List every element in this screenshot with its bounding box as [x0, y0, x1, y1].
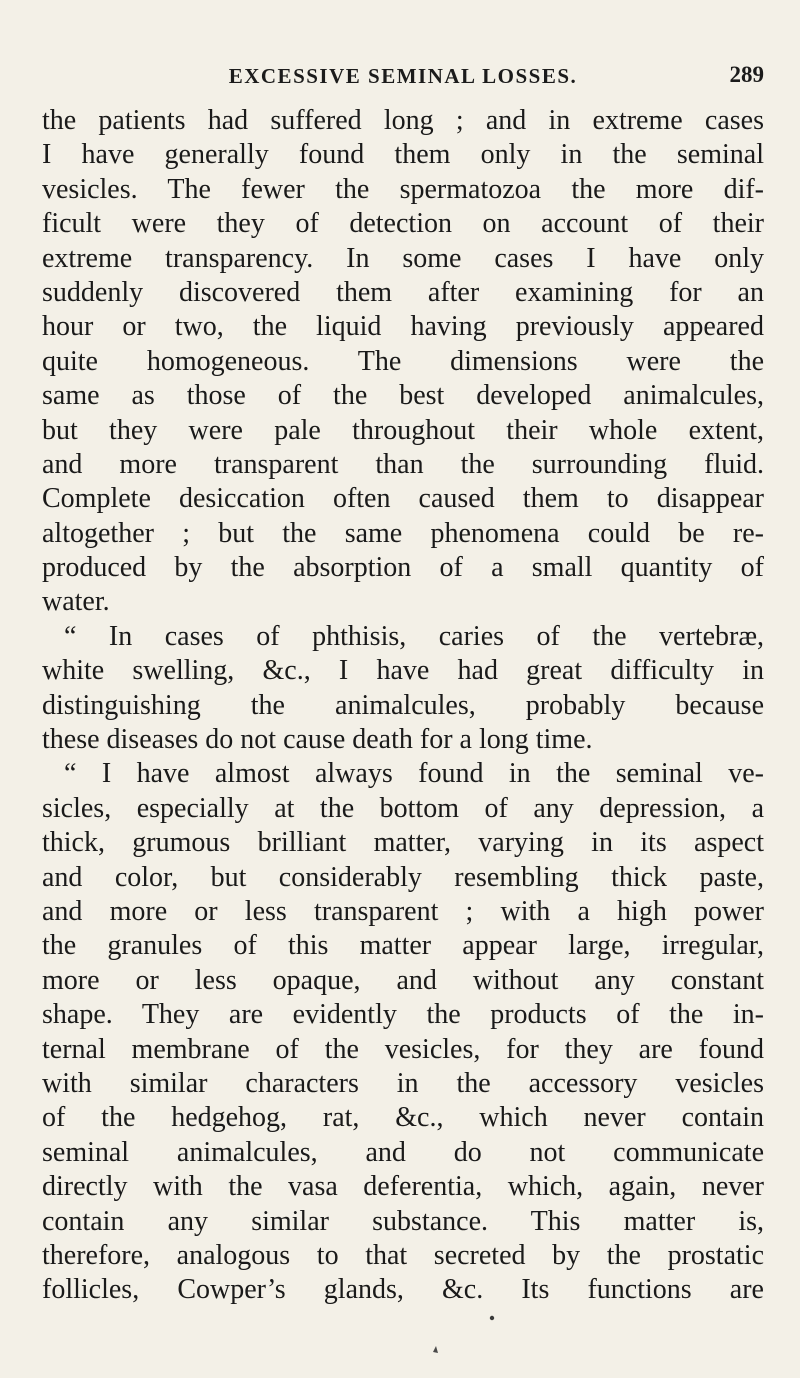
text-line: altogether ; but the same phenomena could be re- — [42, 517, 764, 549]
text-line: seminal animalcules, and do not communicate — [42, 1136, 764, 1168]
text-line: with similar characters in the accessory vesicles — [42, 1067, 764, 1099]
text-line: of the hedgehog, rat, &c., which never contain — [42, 1102, 764, 1134]
running-head — [42, 60, 764, 96]
text-line: white swelling, &c., I have had great difficulty in — [42, 655, 764, 687]
text-line: distinguishing the animalcules, probably because — [42, 689, 764, 721]
text-line: more or less opaque, and without any constant — [42, 964, 764, 996]
page-number: 289 — [729, 62, 764, 87]
ink-speck — [433, 1346, 438, 1353]
text-line: the granules of this matter appear large, irregular, — [42, 930, 764, 962]
text-line: water. — [42, 586, 110, 618]
text-line: thick, grumous brilliant matter, varying in its aspect — [42, 827, 764, 859]
text-line: the patients had suffered long ; and in extreme cases — [42, 105, 764, 136]
ink-speck — [490, 1316, 494, 1320]
text-line: Complete desiccation often caused them to disappear — [42, 483, 764, 515]
text-line: I have generally found them only in the seminal — [42, 139, 764, 171]
text-line: follicles, Cowper’s glands, &c. Its functions are — [42, 1274, 764, 1306]
text-line: and color, but considerably resembling thick paste, — [42, 861, 764, 893]
text-line: but they were pale throughout their whole extent, — [42, 414, 764, 446]
body-text — [42, 104, 764, 1308]
running-title: EXCESSIVE SEMINAL LOSSES. — [228, 64, 578, 88]
text-line: extreme transparency. In some cases I have only — [42, 242, 764, 274]
text-line: ternal membrane of the vesicles, for they are found — [42, 1033, 764, 1065]
text-line: “ I have almost always found in the seminal ve- — [64, 758, 764, 790]
text-line: produced by the absorption of a small quantity of — [42, 552, 764, 584]
text-line: therefore, analogous to that secreted by the prostatic — [42, 1239, 764, 1271]
text-line: same as those of the best developed animalcules, — [42, 380, 764, 412]
text-line: “ In cases of phthisis, caries of the vertebræ, — [64, 620, 764, 652]
text-line: contain any similar substance. This matter is, — [42, 1205, 764, 1237]
text-line: vesicles. The fewer the spermatozoa the more dif- — [42, 173, 764, 205]
text-line: shape. They are evidently the products of the in- — [42, 999, 764, 1031]
text-line: sicles, especially at the bottom of any depression, a — [42, 792, 764, 824]
text-line: ficult were they of detection on account of their — [42, 208, 764, 240]
text-line: and more transparent than the surrounding fluid. — [42, 448, 764, 480]
text-line: and more or less transparent ; with a high power — [42, 895, 764, 927]
text-line: suddenly discovered them after examining for an — [42, 276, 764, 308]
text-line: directly with the vasa deferentia, which, again, never — [42, 1171, 764, 1203]
text-line: quite homogeneous. The dimensions were the — [42, 345, 764, 377]
text-line: hour or two, the liquid having previously appeared — [42, 311, 764, 343]
text-line: these diseases do not cause death for a long time. — [42, 724, 593, 756]
